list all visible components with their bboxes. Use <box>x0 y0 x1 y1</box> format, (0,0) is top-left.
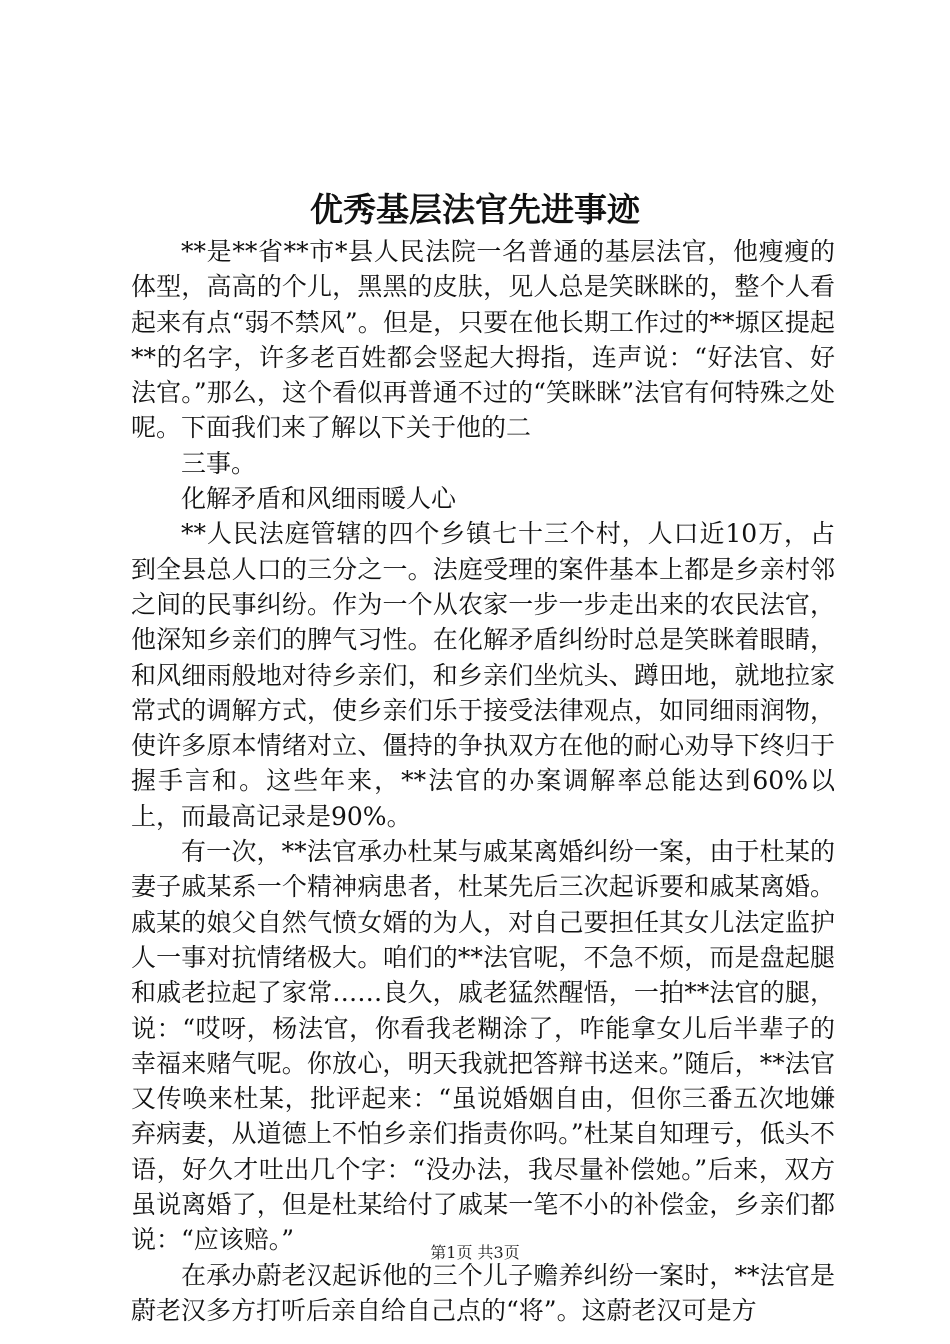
section-heading: 化解矛盾和风细雨暖人心 <box>181 484 457 514</box>
paragraph-support-case: 在承办蔚老汉起诉他的三个儿子赡养纠纷一案时，**法官是蔚老汉多方打听后亲自给自己点的“将”。这蔚老汉可是方 <box>131 1260 835 1325</box>
document-body <box>131 234 835 1328</box>
page-footer: 第1页 共3页 <box>430 1243 520 1262</box>
paragraph-intro-continued: 三事。 <box>181 448 257 478</box>
paragraph-intro: **是**省**市*县人民法院一名普通的基层法官，他瘦瘦的体型，高高的个儿，黑黑的皮肤，见人总是笑眯眯的，整个人看起来有点“弱不禁风”。但是，只要在他长期工作过的**塬区提起**的名字，许多老百姓都会竖起大拇指，连声说：“好法官、好法官。”那么，这个看似再普通不过的“笑眯眯”法官有何特殊之处呢。下面我们来了解以下关于他的二 <box>131 237 835 443</box>
paragraph-divorce-case: 有一次，**法官承办杜某与戚某离婚纠纷一案，由于杜某的妻子戚某系一个精神病患者，杜某先后三次起诉要和戚某离婚。戚某的娘父自然气愤女婿的为人，对自己要担任其女儿法定监护人一事对抗情绪极大。咱们的**法官呢，不急不烦，而是盘起腿和戚老拉起了家常……良久，戚老猛然醒悟，一拍**法官的腿，说：“哎呀，杨法官，你看我老糊涂了，咋能拿女儿后半辈子的幸福来赌气呢。你放心，明天我就把答辩书送来。”随后，**法官又传唤来杜某，批评起来：“虽说婚姻自由，但你三番五次地嫌弃病妻，从道德上不怕乡亲们指责你吗。”杜某自知理亏，低头不语，好久才吐出几个字：“没办法，我尽量补偿她。”后来，双方虽说离婚了，但是杜某给付了戚某一笔不小的补偿金，乡亲们都说：“应该赔。” <box>131 837 835 1255</box>
document-title: 优秀基层法官先进事迹 <box>310 190 640 229</box>
paragraph-court-jurisdiction: **人民法庭管辖的四个乡镇七十三个村，人口近10万，占到全县总人口的三分之一。法庭受理的案件基本上都是乡亲村邻之间的民事纠纷。作为一个从农家一步一步走出来的农民法官，他深知乡亲们的脾气习性。在化解矛盾纠纷时总是笑眯着眼睛，和风细雨般地对待乡亲们，和乡亲们坐炕头、蹲田地，就地拉家常式的调解方式，使乡亲们乐于接受法律观点，如同细雨润物，使许多原本情绪对立、僵持的争执双方在他的耐心劝导下终归于握手言和。这些年来，**法官的办案调解率总能达到60%以上，而最高记录是90%。 <box>131 519 835 831</box>
